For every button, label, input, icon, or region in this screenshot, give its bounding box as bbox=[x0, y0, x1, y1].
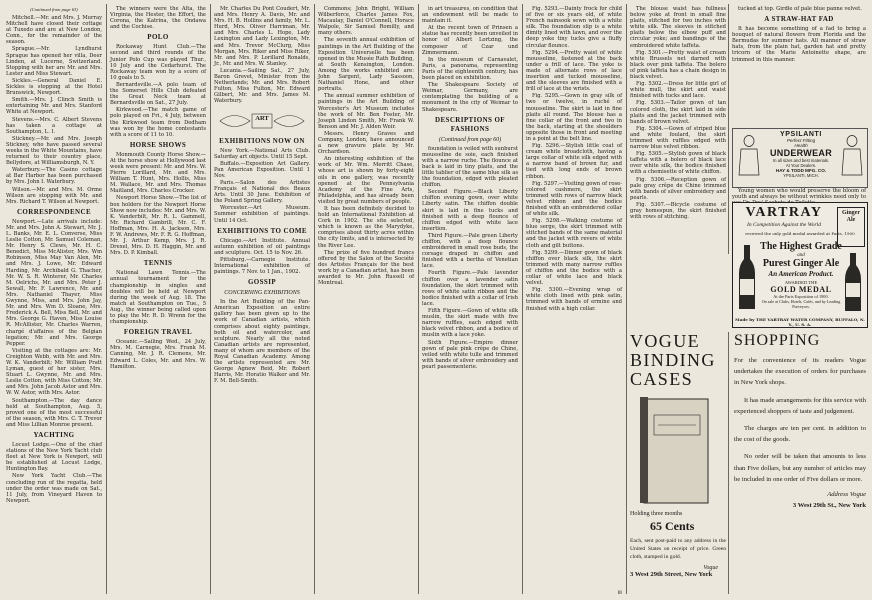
shopping-paragraph: It has made arrangements for this service with experienced shoppers of taste and judgement. bbox=[734, 396, 866, 415]
vartray-awarded: AWARDED THE bbox=[784, 280, 818, 285]
paragraph: At the recent town of Prinsen a statue has recently been unveiled in honor of Albert Lortzing, the composer of Czar und Zimmermann. bbox=[422, 25, 518, 56]
shopping-paragraph: The charges are ten per cent. in addition to the cost of the goods. bbox=[734, 425, 866, 444]
fashion-paragraph: The blouse waist has fullness below yoke at front in small fine plaits, stitched for two inches with white silk. The sleeves in stitched plaits below the elbow puff and circular yoke; and bandings of the embroidered white taffeta. bbox=[630, 6, 726, 49]
paragraph: The winners were the Alta, the Virginia, the Hester, the Effort, the Corona, the Katrina, the Ondawa and the Cochise. bbox=[110, 6, 206, 31]
fashion-paragraph: Fig. 5305.—Stylish gown of black taffeta with a bolero of black lace over white silk, the bodice finished with a chemisette of white chiffon. bbox=[630, 151, 726, 176]
vartray-and: and bbox=[797, 253, 805, 258]
column-divider bbox=[728, 332, 729, 594]
yachting-paragraph: Locust Lodge.—One of the chief stations of the New York Yacht club fleet at New York is Newport, will be established at Locust Lodge, Huntington Bay. bbox=[6, 442, 102, 473]
paragraph: Young women who would preserve the bloom of youth and always be without wrinkles need only to bbox=[732, 188, 866, 201]
section-heading-polo: POLO bbox=[147, 33, 169, 42]
fashion-paragraph: Fourth Figure.—Pale lavender chiffon over a lavender satin foundation, the skirt trimmed with rows of white satin ribbon and the bodice finished with a collar of Irish lace. bbox=[422, 270, 518, 307]
paragraph: The annual summer exhibition of paintings in the Art Building of Worcester's Art Museum includes the work of Mr. Ben Foster, Mr. Joseph Lindon Smith, Mr. Frank W. Benson and Mr. J. Alden Weir. bbox=[318, 93, 414, 130]
ypsilanti-maker: HAY & TODD MFG. CO. bbox=[775, 168, 827, 173]
vartray-gold-medal: GOLD MEDAL bbox=[770, 285, 832, 294]
polo-paragraph: Kirkwood.—The match game of polo played on Fri., 4 July, between the Kirkwood team from Dedham was won by the home contestants with a score of 11 to 10. bbox=[110, 107, 206, 138]
page-number: iii bbox=[618, 590, 622, 596]
shopping-body: For the convenience of its readers Vogue undertakes the execution of orders for purchases in New York shops. bbox=[734, 357, 866, 387]
fashion-paragraph: Fifth Figure.—Gown of white silk muslin, the skirt made with five narrow ruffles, each edged with black velvet ribbon, and a bodice of muslin with a lace yoke. bbox=[422, 308, 518, 339]
section-heading-straw-hat-fad: A STRAW-HAT FAD bbox=[764, 15, 834, 24]
continued-note: (Continued from page 63) bbox=[30, 7, 78, 12]
fashion-paragraph: Fig. 5303.—Tailor gown of tan colored cloth, the skirt laid in side plaits and the jacket trimmed with bands of brown velvet. bbox=[630, 100, 726, 125]
horse-show-paragraph: Monmouth County Horse Show.—At the horse show at Hollywood last week were present: Mr. and Mrs. W. Pierre Lorillard, Mr. and Mrs. William T. Hunt, Mrs. Hollis, Miss M. Wallace, Mr. and Mrs. Thomas Maitland, Mrs. Charles Crocker. bbox=[110, 151, 206, 195]
social-note: Stevens.—Mrs. C. Albert Stevens has taken a cottage at Southampton, L. I. bbox=[6, 116, 102, 135]
column-divider bbox=[418, 4, 419, 594]
shopping-paragraph: No order will be taken that amounts to less than Five dollars, but any number of articles may be included in one order of Five dollars or more. bbox=[734, 453, 866, 483]
vartray-maker: Made by THE VARTRAY WATER COMPANY, BUFFALO, N. Y., U. S. A. bbox=[735, 317, 865, 327]
column-divider bbox=[210, 4, 211, 594]
paragraph: The seventh annual exhibition of paintings in the Art Building of the Exposition Universelle has been opened in the Musée Rath Building, at South Kensington, London. Among the works exhibited are: John Sargent, Lady Sassoon, Nathaniel Hone, and other portraits. bbox=[318, 37, 414, 93]
vartray-tagline: In Competition Against the World bbox=[747, 222, 821, 228]
vartray-award-note: received the only gold medal awarded at Paris, 1900 bbox=[745, 231, 855, 236]
ypsilanti-title: YPSILANTI bbox=[780, 131, 822, 138]
travel-paragraph: Oceanic.—Sailing Wed., 24 July, Mrs. M. Carnegie, Mrs. Frank M. Canning, Mr. J. R. Clemens, Mr. Edward L. Coles, Mr. and Mrs. W. Hamilton. bbox=[110, 339, 206, 370]
fashion-paragraph: Fig. 5294.—Pretty waist of white mousseline, fastened at the back under a frill of lace. The yoke is made of alternate rows of lace insertion and tucked mousseline, and the sleeves are finished with a frill of lace at the wrists. bbox=[526, 49, 622, 93]
fashion-paragraph: Fig. 5295.—Gown in gray silk of two or twelve, in ruché of mousseline. The skirt is laid in fine plaits all round. The blouse has a fine collar of the front and two in the back, starting at the shoulders opposite those in front and meeting in a point at the belt line. bbox=[526, 93, 622, 142]
section-heading-yachting: YACHTING bbox=[33, 431, 75, 439]
binding-vogue-word: VOGUE bbox=[630, 331, 700, 351]
fashion-paragraph: foundation is veiled with sunburst mousseline de soie, each finished with a narrow ruche. The flounce at back is laid in tiny plaits, and the little tablier of the same blue silk as the foundation, edged with pleated chiffon. bbox=[422, 145, 518, 189]
underwear-figure-icon bbox=[839, 135, 865, 179]
ginger-ale-label: Ginger Ale bbox=[837, 207, 865, 247]
column-2 bbox=[110, 6, 206, 594]
ypsilanti-underwear-word: UNDERWEAR bbox=[769, 148, 833, 158]
fashion-paragraph: Sixth Figure.—Empire dinner gown of pale pink crêpe de Chine, veiled with white tulle and trimmed with bands of silver embroidery and pearl passementerie. bbox=[422, 339, 518, 370]
binding-word: BINDING bbox=[630, 350, 716, 370]
vartray-on-sale: On sale at Clubs, Hotels, Cafés, and by Leading Purveyors. bbox=[761, 299, 841, 309]
paragraph: In the museum of Carnavalet, Paris, a panorama, representing Paris of the eighteenth century, has been placed on exhibition. bbox=[422, 56, 518, 82]
column-1 bbox=[6, 6, 102, 594]
vartray-brand: VARTRAY bbox=[745, 205, 823, 220]
ypsilanti-line: In all sizes and best materials. bbox=[772, 158, 830, 163]
polo-paragraph: Bernardsville.—A polo team of the Somerset Hills Club defeated the Great Neck team at Bernardsville on Sat., 27 July. bbox=[110, 81, 206, 107]
fashion-paragraph: Second Figure.—Black Liberty chiffon evening gown, over white Liberty satin. The chiffon double skirt is laid in fine tucks and finished with a deep flounce of chiffon edged with white lace insertion. bbox=[422, 189, 518, 232]
section-heading-gossip: GOSSIP bbox=[247, 278, 277, 287]
column-divider bbox=[626, 4, 627, 594]
paragraph: It has been definitely decided to hold an International Exhibition at Cork in 1902. The site selected, which is known as the Marydyke, comprises about thirty acres within the city limits, and is intersected by the River Lee. bbox=[318, 206, 414, 249]
column-divider bbox=[106, 4, 107, 594]
correspondence-paragraph: Southampton.—The day dance held at Southampton, Aug. 5, proved one of the most successful of the season, with Mrs. C. T. Trevor and Miss Lillian Monroe present. bbox=[6, 397, 102, 428]
vartray-purest-ginger-ale: Purest Ginger Ale bbox=[762, 258, 840, 269]
paragraph: It has become something of a fad to bring a bouquet of natural flowers from Florida and the Bermudas for summer hats. All manner of straw hats, from the plain hat, garden hat and pretty tricorn of the Marie Antoinette shape, are trimmed in this manner. bbox=[732, 26, 866, 63]
yachting-paragraph: New York Yacht Club.—The concluding run of the regatta, held under the order was made on Sat., 11 July, from Vineyard Haven to Newport. bbox=[6, 473, 102, 504]
binding-body: Each, sent post-paid to any address in the United States on receipt of price. Green cloth, stamped in gold. bbox=[630, 538, 726, 560]
column-5 bbox=[422, 6, 518, 594]
binding-address: 3 West 29th Street, New York bbox=[630, 571, 713, 578]
exhibition-paragraph: Buffalo.—Exposition Art Gallery. Pan American Exposition. Until 1 Nov. bbox=[214, 160, 310, 179]
tennis-paragraph: National Lawn Tennis.—The annual tournament for the championship in singles and doubles will be held at Newport during the week of Aug. 18. The match at Southampton on Tue., 5 Aug., the winner being called upon to play the Mr. R. D. Wrenn for the championship. bbox=[110, 270, 206, 326]
social-note: Mitchell.—Mr. and Mrs. J. Murray Mitchell have closed their cottage at Tuxedo and are at New London, Conn., for the remainder of the season. bbox=[6, 15, 102, 46]
fashion-paragraph: Fig. 5300.—Evening wrap of white cloth lined with pink satin, trimmed with bands of ermine and finished with a high collar. bbox=[526, 287, 622, 312]
fashions-subheading: (Continued from page 60) bbox=[438, 136, 502, 143]
fashion-paragraph: Fig. 5301.—Pretty waist of cream white Brussels net darned with black over pink taffeta. The bolero of pink taffeta has a chain design in black velvet. bbox=[630, 49, 726, 81]
paragraph: Commons; John Bright, William Wilberforce, Charles James Fox, Macaulay, Daniel O'Connell, Horace Walpole, Sir Samuel Romilly, and many others. bbox=[318, 6, 414, 37]
horse-show-paragraph: Newport Horse Show.—The list of box holders for the Newport Horse Show now includes: Mr. and Mrs. W. K. Vanderbilt, Mr. R. L. Gammell, Mr. Richard Gambrill, Mr. C. F. Hoffman, Mrs. H. A. Jackson, Mrs. F. W. Andrews, Mr. F. R. G. Hoffman, Mr. J. Arthur Kemp, Mrs. J. R. Drexel, Mrs. D. H. Haggin, Mr. and Mrs. D. P. Kimball. bbox=[110, 195, 206, 257]
travel-paragraph: Lucania.—Sailing Sat., 27 July, Baron Grevet, Minister from the Netherlands; Mr. and Mrs. Robert Fulton, Miss Fulton, Mr. Edward Gilbert, Mr. and Mrs. James M. Waterbury. bbox=[214, 67, 310, 105]
social-note: Waterbury.—The Casino cottage at Bar Harbor has been purchased by Mrs. John I. Waterbury. bbox=[6, 167, 102, 186]
fashion-paragraph: Fig. 5304.—Gown of striped blue and white foulard, the skirt trimmed with ruffles edged with narrow blue velvet ribbon. bbox=[630, 125, 726, 151]
paragraph: The Shakespeare Society of Weimar, Germany, are contemplating the building of a monument in the city of Weimar to Shakespeare. bbox=[422, 82, 518, 113]
column-4 bbox=[318, 6, 414, 594]
art-header-ornament bbox=[214, 108, 310, 134]
shopping-address: 3 West 29th St., New York bbox=[792, 502, 866, 510]
fashion-paragraph: Fig. 5306.—Reception gown of pale gray crêpe de Chine trimmed with bands of silver embroidery and pearls. bbox=[630, 176, 726, 201]
column-divider bbox=[728, 4, 729, 254]
binding-price: 65 Cents bbox=[650, 519, 695, 533]
shopping-service-ad[interactable] bbox=[734, 332, 866, 594]
social-note: Sprague.—Mr. Lyndhurst Sprague has opened her villa, Deer Linden, at Lucerne, Switzerland. Stopping with her are Mr. and Mrs. Lester and Miss Stewart. bbox=[6, 46, 102, 77]
section-heading-exhibitions-to-come: EXHIBITIONS TO COME bbox=[217, 226, 307, 235]
ypsilanti-line: At Your Dealers. bbox=[785, 163, 817, 168]
column-8-advert-text bbox=[732, 188, 866, 202]
social-note: Stickney.—Mr. and Mrs. Joseph Stickney, who have passed several weeks in the White Mountains, have returned to their country place, Bellydore, at Williamsburgh, N. Y. bbox=[6, 135, 102, 167]
exhibition-paragraph: New York.—National Arts Club. Saturday art objects. Until 15 Sept. bbox=[214, 147, 310, 160]
social-note: Smith.—Mrs. J. Clinch Smith is entertaining Mr. and Mrs. Stanford White at Newport. bbox=[6, 97, 102, 116]
exhibition-paragraph: Paris.—Salon des Artistes Français et National des Beaux Arts. Until 30 June. Exhibition of the Poland Spring Gallery. bbox=[214, 179, 310, 205]
fashion-paragraph: Fig. 5296.—Stylish little coat of cream white broadcloth, having a large collar of white silk edged with a narrow band of brown fur, and tied with long ends of brown ribbon. bbox=[526, 143, 622, 180]
underwear-figure-icon bbox=[736, 135, 762, 179]
travel-paragraph: Mr. Charles Du Pont Coudert, Mr. and Mrs. Henry A. Davis, Mr. and Mrs. H. B. Hollins and family, Mr. L. Hurd, Mrs. Oliver Harriman, Mr. and Mrs. Charles L. Hope, Lady Lexington and Lady Lexington, Mr. and Mrs. Trevor McClurg, Miss Morgan, Mrs. Riker and Miss Riker, Mr. and Mrs. P. Lorillard Ronalds, Jr., Mr. and Mrs. W. Stanley. bbox=[214, 6, 310, 67]
ginger-ale-bottle-icon bbox=[842, 253, 864, 313]
gossip-subheading: CONCERNING EXHIBITIONS bbox=[224, 290, 300, 297]
paragraph: An interesting exhibition of the work of Mr. Wm. Merritt Chase, whose art is shown by forty-eight oils in one gallery, was recently opened at the Pennsylvania Academy of the Fine Arts, Philadelphia, and has already been visited by great numbers of people. bbox=[318, 156, 414, 205]
ypsilanti-line: Perfect Fitting bbox=[786, 138, 816, 143]
column-8 bbox=[732, 6, 866, 126]
section-heading-exhibitions-now-on: EXHIBITIONS NOW ON bbox=[219, 136, 305, 145]
correspondence-paragraph: Visiting at the cottages are: Mr. Creighton Webb, with Mr. and Mrs. W. K. Vanderbilt; Mr. William Pratt Lyman, guest of her sister, Mrs. Stuart L. Gwynne, Mr. and Mrs. Leslie Cotton, with Miss Cotton; Mr. and Mrs. John Jacob Astor and Mrs. W. W. Astor, with Mrs. Astor. bbox=[6, 347, 102, 397]
paragraph: Messrs. Henry Graves and Company, London, have announced a new gravure plate by Mr. Orchardson. bbox=[318, 130, 414, 156]
binding-holding: Holding three months bbox=[630, 511, 683, 517]
fashion-paragraph: Fig. 5302.—Dress for little girl of white mull, the skirt and waist finished with tucks and lace. bbox=[630, 81, 726, 100]
section-heading-descriptions-of-fashions: DESCRIPTIONS OF FASHIONS bbox=[435, 115, 505, 133]
fashion-paragraph: Fig. 5297.—Visiting gown of rose-colored cashmere, the skirt trimmed with rows of narrow black velvet ribbon and the bodice finished with an embroidered collar of white silk. bbox=[526, 180, 622, 218]
paragraph: The prize of five hundred francs offered by the Salon of the Société des Artistes Français for the best work by a Canadian artist, has been awarded to Mr. John Russell of Montreal. bbox=[318, 249, 414, 287]
correspondence-paragraph: Newport.—Late arrivals include: Mr. and Mrs. John A. Stewart, Mr. J. L. Banks, Mr. E. L. Converse, Miss Leslie Cotton, Mr. Samuel Coleman, Mr. Henry S. Clews, Mr. H. C. Benedict, Miss McAlister, Mrs. Wm Robinson, Miss May Van Alen, Mr. and Mrs. J. Lowe, Mr. Edward Harding, Mr. Archibald G. Thacher, Mr. W. S. R. Winterer, Mr. Charles M. Oelrichs, Mr. and Mrs. Peter J. Sewall, Mr. F. Lawrence, Mr. and Mrs. Nathaniel Thayer, Miss Gwynne, Miss, and Mrs. John Jay, Mr. and Mrs. Wm D. Sloane, Mrs. Frederick A. Bell, Miss Bell, Mr. and Mrs. George G. Haven, Miss Louise R. McAllister, Mr. Charles Warren, chargé d'affaires of the Belgian legation; Mr. and Mrs. George Pepper. bbox=[6, 218, 102, 347]
fashion-paragraph: Fig. 5293.—Dainty frock for child of five or six years old, of white French nainsook sewn with a white silk. The foundation slip is a white dimity lined with lawn, and over the deep yoke tiny tucks give a fluffy circular flounce. bbox=[526, 6, 622, 49]
vogue-binding-cases-ad[interactable] bbox=[630, 332, 726, 594]
fashion-paragraph: Fig. 5298.—Walking costume of blue serge, the skirt trimmed with stitched bands of the same material and the jacket with revers of white cloth and gilt buttons. bbox=[526, 218, 622, 249]
exhibition-paragraph: Pittsburg.—Carnegie Institute. International exhibition of paintings. 7 Nov. to 1 Jan., 1902. bbox=[214, 256, 310, 276]
ginger-ale-bottle-icon bbox=[736, 243, 758, 313]
section-heading-horse-shows: HORSE SHOWS bbox=[129, 140, 187, 149]
ypsilanti-line: Health bbox=[794, 143, 808, 148]
column-3 bbox=[214, 6, 310, 594]
section-heading-correspondence: CORRESPONDENCE bbox=[16, 207, 92, 216]
column-divider bbox=[522, 4, 523, 594]
fashion-paragraph: Fig. 5299.—Dinner gown of black chiffon over black silk, the skirt trimmed with many narrow ruffles of chiffon and the bodice with a collar of white lace and black velvet. bbox=[526, 249, 622, 287]
exhibition-paragraph: Worcester.—Art Museum. Summer exhibition of paintings. Until 14 Oct. bbox=[214, 205, 310, 224]
polo-paragraph: Rockaway Hunt Club.—The second and third rounds of the Junior Polo Cup was played Thur., 10 July and the Cedarhurst. The Rockaway team won by a score of 10 goals to 5. bbox=[110, 44, 206, 81]
ypsilanti-city: YPSILANTI, MICH. bbox=[783, 173, 819, 178]
exhibition-paragraph: Chicago.—Art Institute. Annual autumn exhibition of oil paintings and sculpture. Oct. 15 to Nov. 26. bbox=[214, 237, 310, 256]
shopping-title: SHOPPING bbox=[734, 332, 821, 349]
vartray-exposition: At the Paris Exposition of 1900. bbox=[773, 294, 829, 299]
ypsilanti-underwear-ad[interactable] bbox=[732, 128, 868, 188]
art-heading: ART bbox=[255, 114, 269, 122]
paragraph: tucked at top. Girdle of pale blue panne velvet. bbox=[738, 6, 862, 12]
gossip-paragraph: In the Art Building of the Pan-American Exposition an entire gallery has been given up to the work of Canadian artists, which comprises about eighty paintings, both oil and watercolor, and sculpture. Nearly all the noted Canadian artists are represented, many of whom are members of the Royal Canadian Academy. Among the artists represented are Mr. George Agnew Reid, Mr. Robert Harris, Mr. Horatio Walker and Mr. F. M. Bell-Smith. bbox=[214, 299, 310, 385]
column-divider bbox=[314, 4, 315, 594]
social-note: Sickles.—General Daniel E. Sickles is stopping at the Hotel Brunswick, Newport. bbox=[6, 77, 102, 97]
fashion-paragraph: Fig. 5307.—Bicycle costume of gray homespun, the skirt finished with rows of stitching. bbox=[630, 201, 726, 221]
column-6 bbox=[526, 6, 622, 594]
cases-word: CASES bbox=[630, 369, 694, 389]
vartray-american-product: An American Product. bbox=[768, 270, 834, 278]
shopping-address-label: Address Vogue bbox=[827, 491, 866, 499]
fashion-paragraph: Third Figure.—Pale green Liberty chiffon, with a deep flounce embroidered in small rose buds, the corsage draped in chiffon and finished with a bertha of Venetian lace. bbox=[422, 232, 518, 270]
binding-address-label: Vogue bbox=[703, 565, 718, 571]
vartray-highest-grade: The Highest Grade bbox=[760, 241, 842, 252]
binding-case-book-icon bbox=[630, 395, 722, 507]
paragraph: in art treasures, on condition that an endowment will be made to maintain it. bbox=[422, 6, 518, 25]
section-heading-tennis: TENNIS bbox=[143, 259, 173, 268]
section-heading-foreign-travel: FOREIGN TRAVEL bbox=[123, 328, 193, 337]
vartray-ginger-ale-ad[interactable] bbox=[732, 202, 868, 328]
social-note: Wilson.—Mr. and Mrs. M. Orme Wilson are stopping with Mr. and Mrs. Richard T. Wilson at Newport. bbox=[6, 186, 102, 205]
